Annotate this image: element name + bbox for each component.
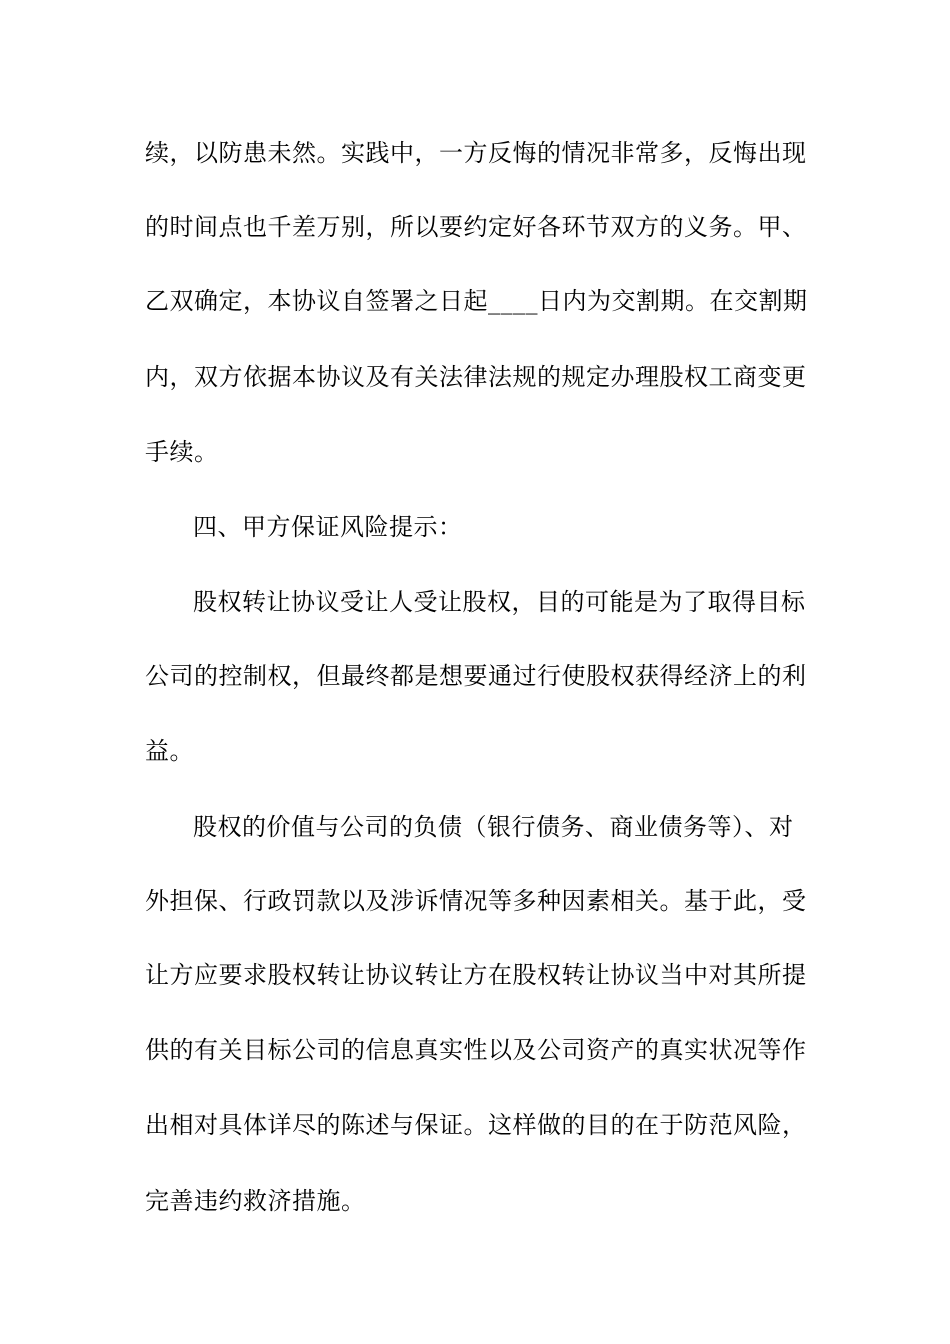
body-text-line: 的时间点也千差万别，所以要约定好各环节双方的义务。甲、 [145, 213, 807, 241]
body-text-line: 公司的控制权，但最终都是想要通过行使股权获得经济上的利 [145, 662, 807, 690]
body-text-line: 外担保、行政罚款以及涉诉情况等多种因素相关。基于此，受 [145, 887, 807, 915]
body-text-line: 手续。 [145, 438, 219, 466]
body-text-line: 益。 [145, 737, 194, 765]
body-text-line: 让方应要求股权转让协议转让方在股权转让协议当中对其所提 [145, 961, 807, 989]
body-text-line: 股权转让协议受让人受让股权，目的可能是为了取得目标 [193, 588, 806, 616]
section-heading: 四、甲方保证风险提示： [193, 513, 463, 541]
body-text-line: 出相对具体详尽的陈述与保证。这样做的目的在于防范风险， [145, 1111, 807, 1139]
body-text-line: 内，双方依据本协议及有关法律法规的规定办理股权工商变更 [145, 363, 807, 391]
body-text-line: 续，以防患未然。实践中，一方反悔的情况非常多，反悔出现 [145, 139, 807, 167]
body-text-line: 股权的价值与公司的负债（银行债务、商业债务等）、对 [193, 813, 794, 841]
body-text-line: 供的有关目标公司的信息真实性以及公司资产的真实状况等作 [145, 1036, 807, 1064]
body-text-line: 乙双确定，本协议自签署之日起____日内为交割期。在交割期 [145, 287, 808, 315]
body-text-line: 完善违约救济措施。 [145, 1187, 366, 1215]
